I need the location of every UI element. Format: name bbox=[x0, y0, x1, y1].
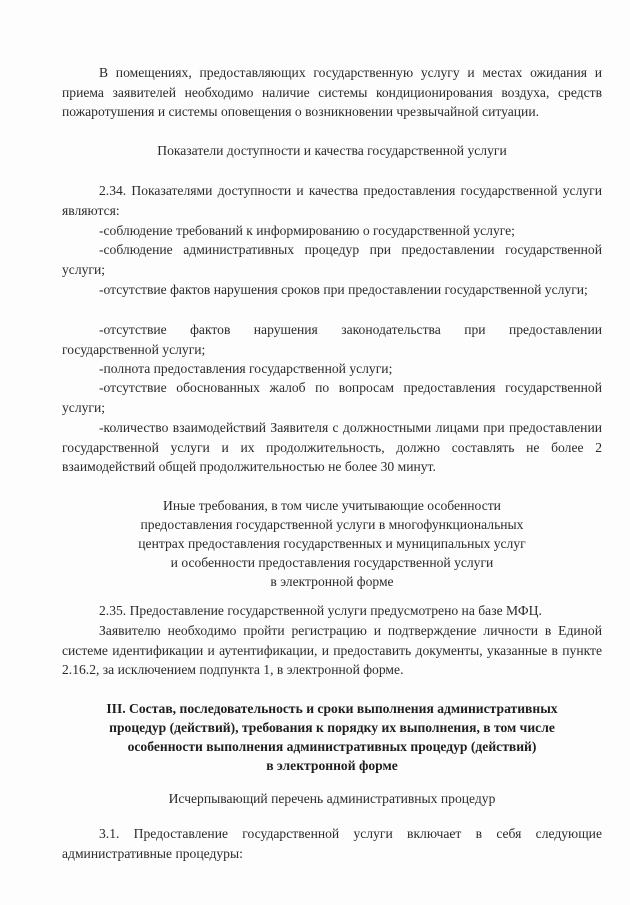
list-item-5: -полнота предоставления государственной услуги; bbox=[99, 361, 393, 376]
section-3-title-line-3: особенности выполнения административных процедур (действий) bbox=[127, 739, 537, 754]
heading-accessibility: Показатели доступности и качества государственной услуги bbox=[157, 143, 507, 158]
heading-other-line-2: предоставления государственной услуги в многофункциональных bbox=[140, 517, 524, 532]
paragraph-2-35-registration: Заявителю необходимо пройти регистрацию и подтверждение личности в Единой системе идентификации и аутентификации, и предоставить документы, указанные в пункте 2.16.2, за исключением подпункта 1, в электронной форме. bbox=[62, 623, 602, 678]
heading-other-line-5: в электронной форме bbox=[270, 574, 394, 589]
list-item-6: -отсутствие обоснованных жалоб по вопросам предоставления государственной услуги; bbox=[62, 380, 602, 415]
paragraph-premises: В помещениях, предоставляющих государственную услугу и местах ожидания и приема заявителей необходимо наличие системы кондиционирования воздуха, средств пожаротушения и системы оповещения о возникновении чрезвычайной ситуации. bbox=[62, 65, 602, 120]
list-item-2: -соблюдение административных процедур при предоставлении государственной услуги; bbox=[62, 242, 602, 277]
list-item-3: -отсутствие фактов нарушения сроков при предоставлении государственной услуги; bbox=[99, 282, 588, 297]
heading-other-line-3: центрах предоставления государственных и муниципальных услуг bbox=[138, 536, 526, 551]
section-3-title-line-1: III. Состав, последовательность и сроки выполнения административных bbox=[106, 701, 558, 716]
heading-other-line-1: Иные требования, в том числе учитывающие особенности bbox=[163, 498, 501, 513]
heading-procedures-list: Исчерпывающий перечень административных процедур bbox=[168, 791, 496, 806]
section-3-title-line-4: в электронной форме bbox=[266, 758, 398, 773]
paragraph-2-35: 2.35. Предоставление государственной услуги предусмотрено на базе МФЦ. bbox=[99, 603, 542, 618]
section-3-title-line-2: процедур (действий), требования к порядку их выполнения, в том числе bbox=[109, 720, 555, 735]
paragraph-2-34: 2.34. Показателями доступности и качества предоставления государственной услуги являются: bbox=[62, 183, 602, 218]
list-item-7: -количество взаимодействий Заявителя с должностными лицами при предоставлении государственной услуги и их продолжительность, должно составлять не более 2 взаимодействий общей продолжительностью не более 30 минут. bbox=[62, 420, 602, 475]
paragraph-3-1: 3.1. Предоставление государственной услуги включает в себя следующие административные процедуры: bbox=[62, 826, 602, 861]
heading-other-line-4: и особенности предоставления государственной услуги bbox=[170, 555, 494, 570]
list-item-1: -соблюдение требований к информированию о государственной услуге; bbox=[99, 223, 515, 238]
list-item-4: -отсутствие фактов нарушения законодательства при предоставлении государственной услуги; bbox=[62, 322, 602, 357]
